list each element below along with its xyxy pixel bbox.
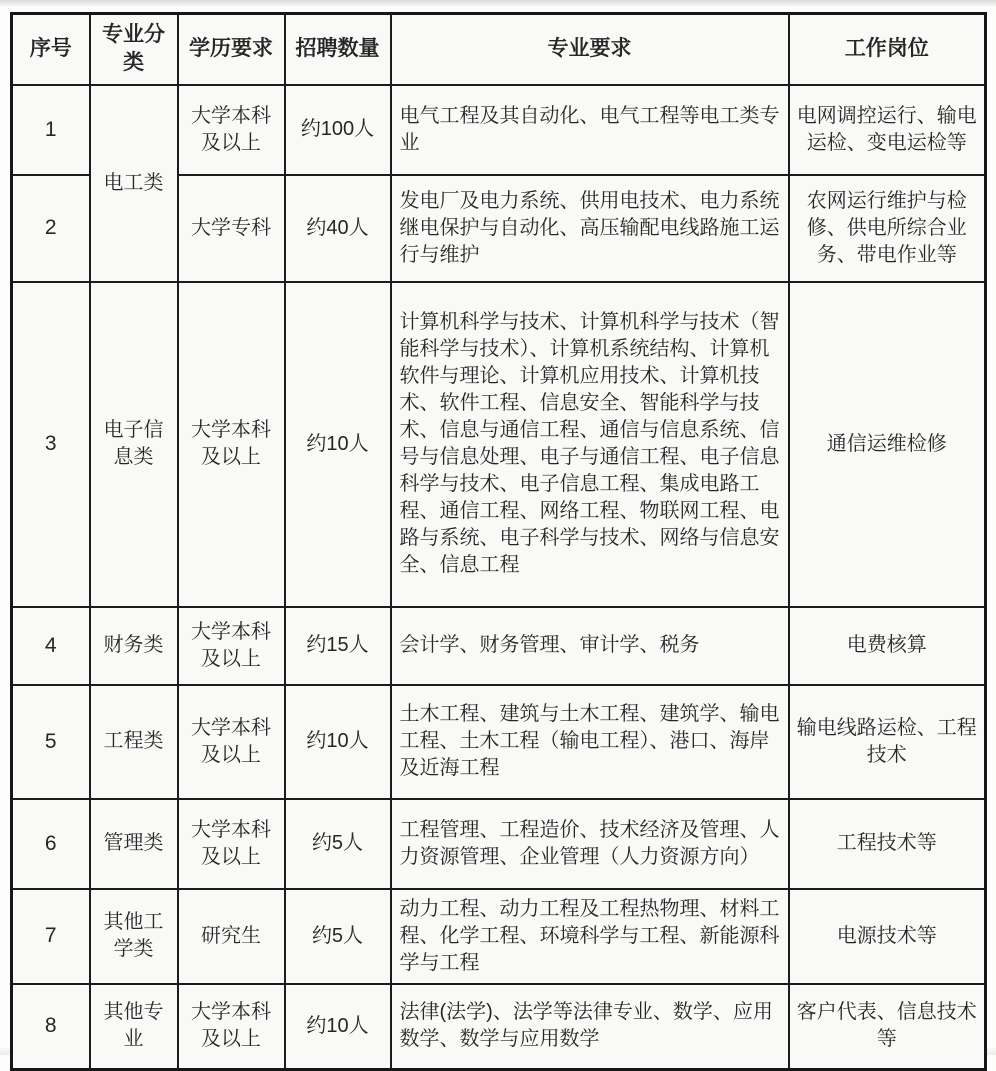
cell-position: 输电线路运检、工程技术 [789,685,986,799]
col-header-quantity: 招聘数量 [285,14,391,85]
cell-no: 8 [12,984,90,1070]
cell-position: 客户代表、信息技术等 [789,984,986,1070]
cell-quantity: 约10人 [285,984,391,1070]
cell-category: 电工类 [90,85,178,282]
table-row [12,85,986,175]
cell-majors: 会计学、财务管理、审计学、税务 [391,607,789,685]
cell-education: 大学本科及以上 [178,799,285,889]
col-header-no: 序号 [12,14,90,85]
cell-category: 管理类 [90,799,178,889]
table-row [12,984,986,1070]
cell-quantity: 约100人 [285,85,391,175]
cell-position: 电网调控运行、输电运检、变电运检等 [789,85,986,175]
cell-position: 电源技术等 [789,889,986,984]
col-header-position: 工作岗位 [789,14,986,85]
cell-quantity: 约5人 [285,799,391,889]
cell-education: 大学本科及以上 [178,607,285,685]
cell-category: 财务类 [90,607,178,685]
cell-category: 其他工学类 [90,889,178,984]
table-row [12,607,986,685]
cell-no: 4 [12,607,90,685]
photo-top-edge [0,0,996,6]
col-header-category: 专业分类 [90,14,178,85]
cell-quantity: 约10人 [285,685,391,799]
cell-majors: 发电厂及电力系统、供用电技术、电力系统继电保护与自动化、高压输配电线路施工运行与维护 [391,175,789,282]
cell-majors: 动力工程、动力工程及工程热物理、材料工程、化学工程、环境科学与工程、新能源科学与工程 [391,889,789,984]
cell-category: 电子信息类 [90,282,178,607]
cell-quantity: 约40人 [285,175,391,282]
cell-majors: 工程管理、工程造价、技术经济及管理、人力资源管理、企业管理（人力资源方向） [391,799,789,889]
table-row [12,889,986,984]
cell-no: 3 [12,282,90,607]
cell-majors: 电气工程及其自动化、电气工程等电工类专业 [391,85,789,175]
cell-category: 其他专业 [90,984,178,1070]
recruitment-table [10,12,987,1071]
cell-majors: 计算机科学与技术、计算机科学与技术（智能科学与技术）、计算机系统结构、计算机软件与理论、计算机应用技术、计算机技术、软件工程、信息安全、智能科学与技术、信息与通信工程、通信与信息系统、信号与信息处理、电子与通信工程、电子信息科学与技术、电子信息工程、集成电路工程、通信工程、网络工程、物联网工程、电路与系统、电子科学与技术、网络与信息安全、信息工程 [391,282,789,607]
cell-quantity: 约5人 [285,889,391,984]
cell-position: 工程技术等 [789,799,986,889]
table-row [12,799,986,889]
col-header-education: 学历要求 [178,14,285,85]
cell-no: 5 [12,685,90,799]
cell-no: 2 [12,175,90,282]
cell-education: 研究生 [178,889,285,984]
col-header-majors: 专业要求 [391,14,789,85]
cell-quantity: 约15人 [285,607,391,685]
cell-majors: 土木工程、建筑与土木工程、建筑学、输电工程、土木工程（输电工程）、港口、海岸及近海工程 [391,685,789,799]
cell-quantity: 约10人 [285,282,391,607]
cell-education: 大学本科及以上 [178,282,285,607]
cell-position: 农网运行维护与检修、供电所综合业务、带电作业等 [789,175,986,282]
cell-education: 大学本科及以上 [178,984,285,1070]
header-row [12,14,986,85]
cell-education: 大学专科 [178,175,285,282]
cell-education: 大学本科及以上 [178,685,285,799]
cell-majors: 法律(法学)、法学等法律专业、数学、应用数学、数学与应用数学 [391,984,789,1070]
table-row [12,685,986,799]
cell-no: 1 [12,85,90,175]
cell-no: 6 [12,799,90,889]
cell-no: 7 [12,889,90,984]
cell-education: 大学本科及以上 [178,85,285,175]
cell-position: 电费核算 [789,607,986,685]
cell-position: 通信运维检修 [789,282,986,607]
cell-category: 工程类 [90,685,178,799]
table-row [12,282,986,607]
